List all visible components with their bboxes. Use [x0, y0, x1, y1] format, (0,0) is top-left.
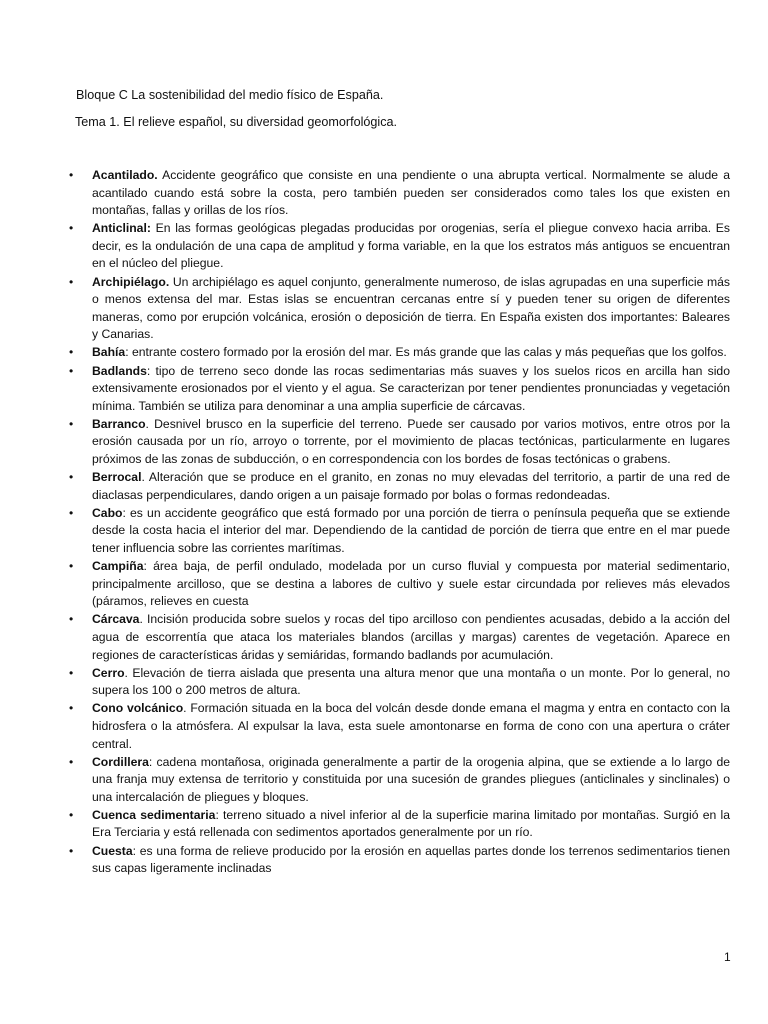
glossary-entry	[69, 754, 730, 807]
glossary-definition: Accidente geográfico que consiste en una pendiente o una abrupta vertical. Normalmente se alude a acantilado cuando está sobre la costa, pero también pueden ser considerados como tales los que existen en montañas, fallas y orillas de los ríos.	[92, 168, 730, 218]
glossary-term: Cerro	[92, 665, 125, 680]
glossary-entry	[69, 700, 730, 753]
glossary-entry	[69, 505, 730, 558]
glossary-term: Archipiélago.	[92, 274, 170, 289]
glossary-definition: . Formación situada en la boca del volcán desde donde emana el magma y entra en contacto con la hidrosfera o la atmósfera. Al expulsar la lava, esta suele amontonarse en forma de cono con una apertura o cráter central.	[92, 701, 730, 751]
bullet-icon: •	[69, 274, 74, 289]
glossary-definition: : es un accidente geográfico que está formado por una porción de tierra o península pequeña que se extiende desde la costa hacia el interior del mar. Dependiendo de la cantidad de porción de tierra que entre en el mar puede tener influencia sobre las corrientes marítimas.	[92, 505, 730, 555]
bullet-icon: •	[69, 701, 74, 716]
bullet-icon: •	[69, 416, 74, 431]
glossary-definition: . Elevación de tierra aislada que presenta una altura menor que una montaña o un monte. Por lo general, no supera los 100 o 200 metros de altura.	[92, 665, 730, 698]
bullet-icon: •	[69, 345, 74, 360]
glossary-entry	[69, 344, 730, 362]
glossary-entry	[69, 611, 730, 664]
block-title: Bloque C La sostenibilidad del medio físico de España.	[76, 88, 384, 102]
glossary-term: Cabo	[92, 505, 123, 520]
bullet-icon: •	[69, 754, 74, 769]
glossary-entry	[69, 807, 730, 842]
bullet-icon: •	[69, 470, 74, 485]
glossary-term: Badlands	[92, 363, 147, 378]
bullet-icon: •	[69, 559, 74, 574]
glossary-term: Cono volcánico	[92, 701, 184, 716]
glossary-entry	[69, 220, 730, 273]
glossary-definition: : es una forma de relieve producido por la erosión en aquellas partes donde los terrenos sedimentarios tienen sus capas ligeramente inclinadas	[92, 843, 730, 876]
glossary-definition: . Alteración que se produce en el granito, en zonas no muy elevadas del territorio, a partir de una red de diaclasas perpendiculares, dando origen a un paisaje formado por bolas o formas redondeadas.	[92, 470, 730, 502]
glossary-term: Bahía	[92, 345, 126, 360]
glossary-term: Cárcava	[92, 612, 140, 627]
glossary-entry	[69, 558, 730, 611]
glossary-entry	[69, 416, 730, 469]
glossary-entry	[69, 167, 730, 220]
glossary-term: Cuenca sedimentaria	[92, 807, 216, 822]
glossary-list	[69, 167, 730, 878]
glossary-term: Campiña	[92, 559, 144, 574]
page-number: 1	[724, 950, 731, 964]
glossary-entry	[69, 843, 730, 878]
glossary-term: Acantilado.	[92, 168, 158, 182]
glossary-definition: En las formas geológicas plegadas producidas por orogenias, sería el pliegue convexo hacia arriba. Es decir, es la ondulación de una capa de amplitud y forma variable, en la que los estratos más antiguos se encuentran en el núcleo del pliegue.	[92, 221, 730, 271]
glossary-entry	[69, 665, 730, 700]
bullet-icon: •	[69, 665, 74, 680]
bullet-icon: •	[69, 168, 74, 182]
glossary-term: Cuesta	[92, 843, 133, 858]
topic-title: Tema 1. El relieve español, su diversidad geomorfológica.	[75, 115, 398, 129]
glossary-definition: Un archipiélago es aquel conjunto, generalmente numeroso, de islas agrupadas en una superficie más o menos extensa del mar. Estas islas se encuentran cercanas entre sí y pueden tener su origen de diferentes maneras, como por erupción volcánica, erosión o deposición de tierra. En España existen dos importantes: Baleares y Canarias.	[92, 274, 730, 342]
glossary-term: Cordillera	[92, 754, 149, 769]
glossary-entry	[69, 469, 730, 504]
bullet-icon: •	[69, 221, 74, 236]
glossary-definition: : cadena montañosa, originada generalmente a partir de la orogenia alpina, que se extiende a lo largo de una franja muy extensa de territorio y constituida por una sucesión de grandes pliegues (anticlinales y sinclinales) o una intercalación de pliegues y bloques.	[92, 754, 730, 804]
bullet-icon: •	[69, 363, 74, 378]
bullet-icon: •	[69, 612, 74, 627]
bullet-icon: •	[69, 843, 74, 858]
glossary-definition: . Desnivel brusco en la superficie del terreno. Puede ser causado por varios motivos, entre otros por la erosión causada por un río, arroyo o torrente, por el movimiento de placas tectónicas, particularmente en lugares próximos de las zonas de subducción, o en correspondencia con los bordes de fosas tectónicas o grabens.	[92, 416, 730, 466]
glossary-definition: . Incisión producida sobre suelos y rocas del tipo arcilloso con pendientes acusadas, debido a la acción del agua de escorrentía que ataca los materiales blandos (arcillas y margas) carentes de vegetación. Aparece en regiones de características áridas y semiáridas, formando badlands por acumulación.	[92, 612, 730, 662]
glossary-entry	[69, 363, 730, 416]
glossary-definition: : terreno situado a nivel inferior al de la superficie marina limitado por montañas. Surgió en la Era Terciaria y está rellenada con sedimentos aportados generalmente por un río.	[92, 807, 730, 840]
glossary-entry	[69, 274, 730, 344]
glossary-term: Berrocal	[92, 470, 142, 485]
glossary-definition: : tipo de terreno seco donde las rocas sedimentarias más suaves y los suelos ricos en arcilla han sido extensivamente erosionados por el viento y el agua. Se caracterizan por tener pendientes pronunciadas y vegetación mínima. También se utiliza para denominar a una amplia superficie de cárcavas.	[92, 363, 730, 413]
bullet-icon: •	[69, 505, 74, 520]
bullet-icon: •	[69, 807, 74, 822]
glossary-definition: : entrante costero formado por la erosión del mar. Es más grande que las calas y más pequeñas que los golfos.	[125, 345, 727, 360]
glossary-term: Anticlinal:	[92, 221, 151, 236]
glossary-definition: : área baja, de perfil ondulado, modelada por un curso fluvial y compuesta por material sedimentario, principalmente arcilloso, que se destina a labores de cultivo y suele estar circundada por relieves más elevados (páramos, relieves en cuesta	[92, 559, 730, 609]
glossary-term: Barranco	[92, 416, 146, 431]
